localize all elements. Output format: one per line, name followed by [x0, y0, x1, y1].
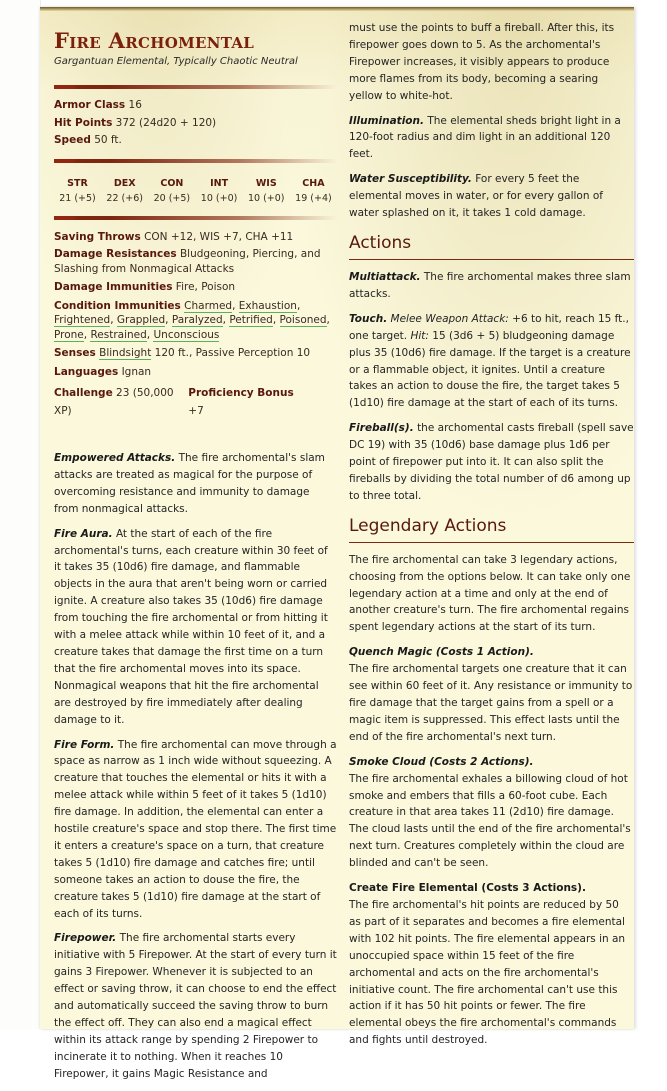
damage-resistances: Damage Resistances Bludgeoning, Piercing, and Slashing from Nonmagical Attacks — [54, 248, 321, 275]
page-margin — [0, 0, 41, 1029]
speed: Speed 50 ft. — [54, 134, 122, 146]
stat-block-left-column — [54, 19, 337, 1091]
stat-block-right-column — [349, 20, 634, 1057]
proficiency-bonus: Proficiency Bonus +7 — [188, 387, 294, 417]
section-divider — [54, 159, 337, 163]
hit-points: Hit Points 372 (24d20 + 120) — [54, 116, 217, 129]
condition-link-unconscious[interactable]: Unconscious — [153, 328, 220, 341]
condition-immunities: Condition Immunities Charmed, Exhaustion, Frightened, Grappled, Paralyzed, Petrified, Poisoned, Prone, Restrained, Unconscious — [54, 299, 330, 341]
legendary-actions-heading: Legendary Actions — [349, 515, 634, 543]
condition-link-petrified[interactable]: Petrified — [229, 314, 273, 326]
stat-block — [40, 7, 634, 1080]
legendary-action-smoke-cloud: Smoke Cloud (Costs 2 Actions). The fire archomental exhales a billowing cloud of hot smoke and embers that fills a 60-foot cube. Each creature in that area takes 11 (2d10) fire damage. The cloud lasts until the end of the fire archomental's next turn. Creatures completely within the cloud are blinded and can't be seen. — [349, 755, 631, 870]
condition-link-poisoned[interactable]: Poisoned — [279, 314, 327, 326]
ability-con: CON 20 (+5) — [153, 177, 191, 204]
monster-name: Fire Archomental — [54, 28, 255, 53]
trait-illumination: Illumination. The elemental sheds bright light in a 120-foot radius and dim light in an additional 120 feet. — [349, 114, 621, 161]
ability-str: STR 21 (+5) — [59, 177, 96, 204]
condition-link-charmed[interactable]: Charmed — [184, 299, 233, 312]
saving-throws: Saving Throws CON +12, WIS +7, CHA +11 — [54, 230, 294, 243]
trait-fire-form: Fire Form. The fire archomental can move through a space as narrow as 1 inch wide without squeezing. A creature that touches the elemental or hits it with a melee attack while within 5 feet of it takes 5 (1d10) fire damage. In addition, the elemental can enter a hostile creature's space and stop there. The first time it enters a creature's space on a turn, that creature takes 5 (1d10) fire damage and catches fire; until someone takes an action to douse the fire, the creature takes 5 (1d10) fire damage at the start of each of its turns. — [54, 738, 337, 920]
trait-empowered-attacks: Empowered Attacks. The fire archomental's slam attacks are treated as magical for the purpose of overcoming resistance and immunity to damage from nonmagical attacks. — [54, 452, 325, 515]
ability-int: INT 10 (+0) — [200, 177, 238, 204]
legendary-actions-intro: The fire archomental can take 3 legendary actions, choosing from the options below. It can take only one legendary action at a time and only at the end of another creature's turn. The fire archomental regains spent legendary actions at the start of its turn. — [349, 553, 631, 634]
senses: Senses Blindsight 120 ft., Passive Perception 10 — [54, 347, 311, 359]
stat-block-top-border — [40, 7, 634, 11]
trait-water-susceptibility: Water Susceptibility. For every 5 feet the elemental moves in water, or for every gallon of water splashed on it, it takes 1 cold damage. — [349, 173, 603, 220]
legendary-action-create-fire-elemental: Create Fire Elemental (Costs 3 Actions). The fire archomental's hit points are reduced by 50 as part of it separates and becomes a fire elemental with 102 hit points. The fire elemental appears in an unoccupied space within 15 feet of the fire archomental and acts on the fire archomental's initiative count. The fire archomental can't use this action if it has 50 hit points or fewer. The fire elemental obeys the fire archomental's commands and fights until destroyed. — [349, 882, 626, 1047]
condition-link-grappled[interactable]: Grappled — [116, 314, 166, 326]
ability-wis: WIS 10 (+0) — [247, 177, 285, 204]
action-multiattack: Multiattack. The fire archomental makes three slam attacks. — [349, 270, 631, 300]
section-divider — [54, 216, 337, 220]
armor-class: Armor Class 16 — [54, 99, 142, 111]
monster-meta: Gargantuan Elemental, Typically Chaotic Neutral — [54, 56, 298, 67]
ability-cha: CHA 19 (+4) — [295, 177, 332, 204]
condition-link-frightened[interactable]: Frightened — [54, 314, 111, 326]
legendary-action-quench-magic: Quench Magic (Costs 1 Action). The fire archomental targets one creature that it can see within 60 feet of it. Any resistance or immunity to fire damage that the target gains from a spell or a magic item is suppressed. This effect lasts until the end of the fire archomental's next turn. — [349, 646, 633, 743]
actions-heading: Actions — [349, 232, 634, 260]
condition-link-exhaustion[interactable]: Exhaustion — [238, 299, 297, 312]
ability-dex: DEX 22 (+6) — [106, 177, 143, 204]
condition-link-prone[interactable]: Prone — [54, 328, 84, 341]
trait-firepower-continued: must use the points to buff a fireball. After this, its firepower goes down to 5. As the archomental's Firepower increases, it visibly appears to produce more flames from its body, becoming a searing yellow to white-hot. — [349, 22, 615, 102]
languages: Languages Ignan — [54, 365, 152, 378]
sense-link-blindsight[interactable]: Blindsight — [99, 347, 152, 359]
challenge-row — [54, 385, 337, 420]
challenge: Challenge 23 (50,000 XP) — [54, 387, 174, 417]
section-divider — [54, 85, 337, 89]
ability-scores — [54, 177, 337, 206]
condition-link-restrained[interactable]: Restrained — [90, 328, 147, 341]
condition-link-paralyzed[interactable]: Paralyzed — [171, 314, 223, 326]
action-fireballs: Fireball(s). the archomental casts fireball (spell save DC 19) with 35 (10d6) base damage plus 1d6 per point of firepower put into it. It can also split the fireballs by dividing the total number of d6 among up to three total. — [349, 422, 634, 502]
trait-fire-aura: Fire Aura. At the start of each of the fire archomental's turns, each creature within 30 feet of it takes 35 (10d6) fire damage, and flammable objects in the aura that aren't being worn or carried ignite. A creature also takes 35 (10d6) fire damage from touching the fire archomental or from hitting it with a melee attack while within 10 feet of it, and a creature takes that damage the first time on a turn that the fire archomental moves into its space. Nonmagical weapons that hit the fire archomental are destroyed by fire immediately after dealing damage to it. — [54, 527, 328, 726]
trait-firepower: Firepower. The fire archomental starts every initiative with 5 Firepower. At the start of every turn it gains 3 Firepower. Whenever it is subjected to an effect or saving throw, it can choose to end the effect and automatically succeed the saving throw to burn the effect off. They can also end a magical effect within its attack range by spending 2 Firepower to incinerate it to nothing. When it reaches 10 Firepower, it gains Magic Resistance and — [54, 932, 337, 1080]
action-touch: Touch. Melee Weapon Attack: +6 to hit, reach 15 ft., one target. Hit: 15 (3d6 + 5) bludgeoning damage plus 35 (10d6) fire damage. If the target is a creature or a flammable object, it ignites. Until a creature takes an action to douse the fire, the target takes 5 (1d10) fire damage at the start of each of its turns. — [349, 312, 631, 410]
damage-immunities: Damage Immunities Fire, Poison — [54, 281, 236, 293]
